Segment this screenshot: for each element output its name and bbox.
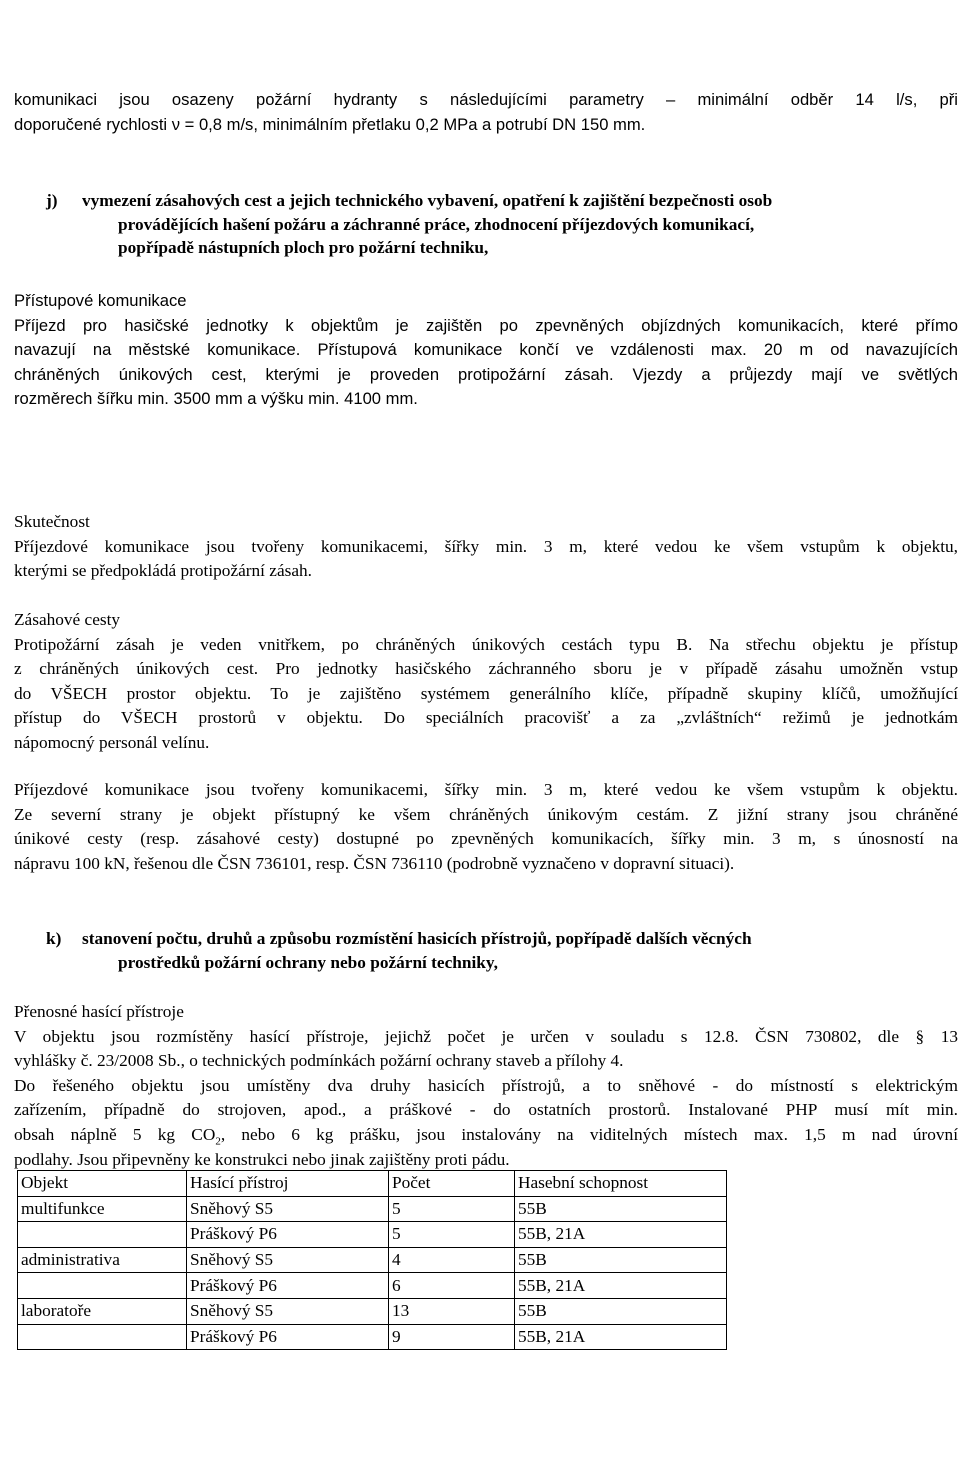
paragraph-line: rozměrech šířku min. 3500 mm a výšku min. 4100 mm.	[14, 389, 418, 409]
section-label: k)	[46, 929, 62, 948]
table-cell: 5	[389, 1196, 515, 1222]
table-cell	[18, 1273, 187, 1299]
paragraph-line: Příjezdové komunikace jsou tvořeny komunikacemi, šířky min. 3 m, které vedou ke všem vstupům k objektu,	[14, 536, 958, 556]
section-label: j)	[46, 191, 58, 210]
table-cell	[18, 1324, 187, 1350]
section-title-line: vymezení zásahových cest a jejich technického vybavení, opatření k zajištění bezpečnosti osob	[82, 191, 773, 210]
header-cell: Počet	[389, 1171, 515, 1197]
access-section	[14, 289, 958, 412]
intro-line: doporučené rychlosti ν = 0,8 m/s, minimálním přetlaku 0,2 MPa a potrubí DN 150 mm.	[14, 114, 646, 134]
paragraph-line: únikové cesty (resp. zásahové cesty) dostupné po zpevněných komunikacích, šířky min. 3 m, s únosností na	[14, 829, 958, 849]
paragraph-line: chráněných únikových cest, kterými je proveden protipožární zásah. Vjezdy a průjezdy mají ve světlých	[14, 364, 958, 384]
intro-line: komunikaci jsou osazeny požární hydranty s následujícími parametry – minimální odběr 14 l/s, při	[14, 90, 958, 109]
section-title-line: stanovení počtu, druhů a způsobu rozmístění hasicích přístrojů, popřípadě dalších věcných	[82, 929, 752, 948]
paragraph-line: Ze severní strany je objekt přístupný ke všem chráněných únikovým cestám. Z jižní strany jsou chráněné	[14, 804, 958, 824]
intro-paragraph	[14, 88, 958, 137]
table-row	[18, 1196, 727, 1222]
routes-detail-section	[14, 778, 958, 876]
section-title-line: popřípadě nástupních ploch pro požární techniku,	[118, 238, 489, 257]
paragraph-line: zařízením, případně do strojoven, apod., a práškové - do ostatních prostorů. Instalované PHP musí mít min.	[14, 1100, 958, 1120]
subheading: Přenosné hasící přístroje	[14, 1002, 184, 1021]
table-cell: administrativa	[18, 1247, 187, 1273]
table-cell: 5	[389, 1222, 515, 1248]
paragraph-line: do VŠECH prostor objektu. To je zajištěno systémem generálního klíče, případně skupiny klíčů, umožňující	[14, 683, 958, 703]
table-cell: Sněhový S5	[187, 1196, 389, 1222]
paragraph-line: kterými se předpokládá protipožární zásah.	[14, 561, 312, 581]
table-cell: 55B	[515, 1298, 727, 1324]
paragraph-line: Příjezdové komunikace jsou tvořeny komunikacemi, šířky min. 3 m, které vedou ke všem vstupům k objektu.	[14, 780, 958, 799]
table-cell: Sněhový S5	[187, 1298, 389, 1324]
reality-section	[14, 510, 958, 584]
paragraph-line: nápravu 100 kN, řešenou dle ČSN 736101, resp. ČSN 736110 (podrobně vyznačeno v dopravní situaci).	[14, 853, 735, 873]
routes-section	[14, 608, 958, 756]
table-cell: Práškový P6	[187, 1324, 389, 1350]
table-header-row	[18, 1171, 727, 1197]
extinguishers-section	[14, 1000, 958, 1172]
table-row	[18, 1222, 727, 1248]
header-cell: Objekt	[18, 1171, 187, 1197]
section-k-heading	[14, 927, 958, 974]
paragraph-line: Příjezd pro hasičské jednotky k objektům je zajištěn po zpevněných objízdných komunikacích, které přímo	[14, 315, 958, 335]
subheading: Přístupové komunikace	[14, 291, 187, 310]
paragraph-line: V objektu jsou rozmístěny hasící přístroje, jejichž počet je určen v souladu s 12.8. ČSN 730802, dle § 13	[14, 1026, 958, 1046]
section-title-line: prostředků požární ochrany nebo požární techniky,	[118, 952, 498, 972]
paragraph-line: Protipožární zásah je veden vnitřkem, po chráněných únikových cestách typu B. Na střechu objektu je přístup	[14, 634, 958, 654]
table-cell: 55B, 21A	[515, 1273, 727, 1299]
table-cell: 55B	[515, 1247, 727, 1273]
paragraph-line: navazují na městské komunikace. Přístupová komunikace končí ve vzdálenosti max. 20 m od navazujících	[14, 340, 958, 360]
header-cell: Hasící přístroj	[187, 1171, 389, 1197]
table-cell: multifunkce	[18, 1196, 187, 1222]
table-cell: 55B, 21A	[515, 1222, 727, 1248]
extinguisher-table	[17, 1170, 727, 1350]
text-fragment: , nebo 6 kg prášku, jsou instalovány na viditelných místech max. 1,5 m nad úrovní	[220, 1124, 958, 1144]
subscript: 2	[215, 1135, 221, 1148]
table-cell: 6	[389, 1273, 515, 1299]
table-row	[18, 1273, 727, 1299]
paragraph-line: vyhlášky č. 23/2008 Sb., o technických podmínkách požární ochrany staveb a přílohy 4.	[14, 1051, 624, 1071]
table-cell: laboratoře	[18, 1298, 187, 1324]
text-fragment: obsah náplně 5 kg CO	[14, 1124, 216, 1144]
table-row	[18, 1324, 727, 1350]
paragraph-line: podlahy. Jsou připevněny ke konstrukci nebo jinak zajištěny proti pádu.	[14, 1149, 510, 1169]
paragraph-line	[14, 1123, 958, 1148]
paragraph-line: z chráněných únikových cest. Pro jednotky hasičského záchranného sboru je v případě zásahu umožněn vstup	[14, 659, 958, 679]
paragraph-line: přístup do VŠECH prostorů v objektu. Do speciálních pracovišť a za „zvláštních“ režimů je jednotkám	[14, 708, 958, 728]
section-j-heading	[14, 189, 958, 260]
subheading: Skutečnost	[14, 512, 90, 531]
paragraph-line: Do řešeného objektu jsou umístěny dva druhy hasicích přístrojů, a to sněhové - do místností s elektrickým	[14, 1075, 958, 1095]
table-cell: Sněhový S5	[187, 1247, 389, 1273]
table-cell: 55B, 21A	[515, 1324, 727, 1350]
table-body	[18, 1171, 727, 1350]
table-row	[18, 1298, 727, 1324]
table-cell: 55B	[515, 1196, 727, 1222]
table-cell: 4	[389, 1247, 515, 1273]
header-cell: Hasební schopnost	[515, 1171, 727, 1197]
table-cell: Práškový P6	[187, 1222, 389, 1248]
paragraph-line: nápomocný personál velínu.	[14, 732, 210, 752]
table-cell: 9	[389, 1324, 515, 1350]
table-cell	[18, 1222, 187, 1248]
subheading: Zásahové cesty	[14, 610, 121, 629]
section-title-line: provádějících hašení požáru a záchranné práce, zhodnocení příjezdových komunikací,	[118, 214, 755, 234]
table-row	[18, 1247, 727, 1273]
table-cell: Práškový P6	[187, 1273, 389, 1299]
table-cell: 13	[389, 1298, 515, 1324]
